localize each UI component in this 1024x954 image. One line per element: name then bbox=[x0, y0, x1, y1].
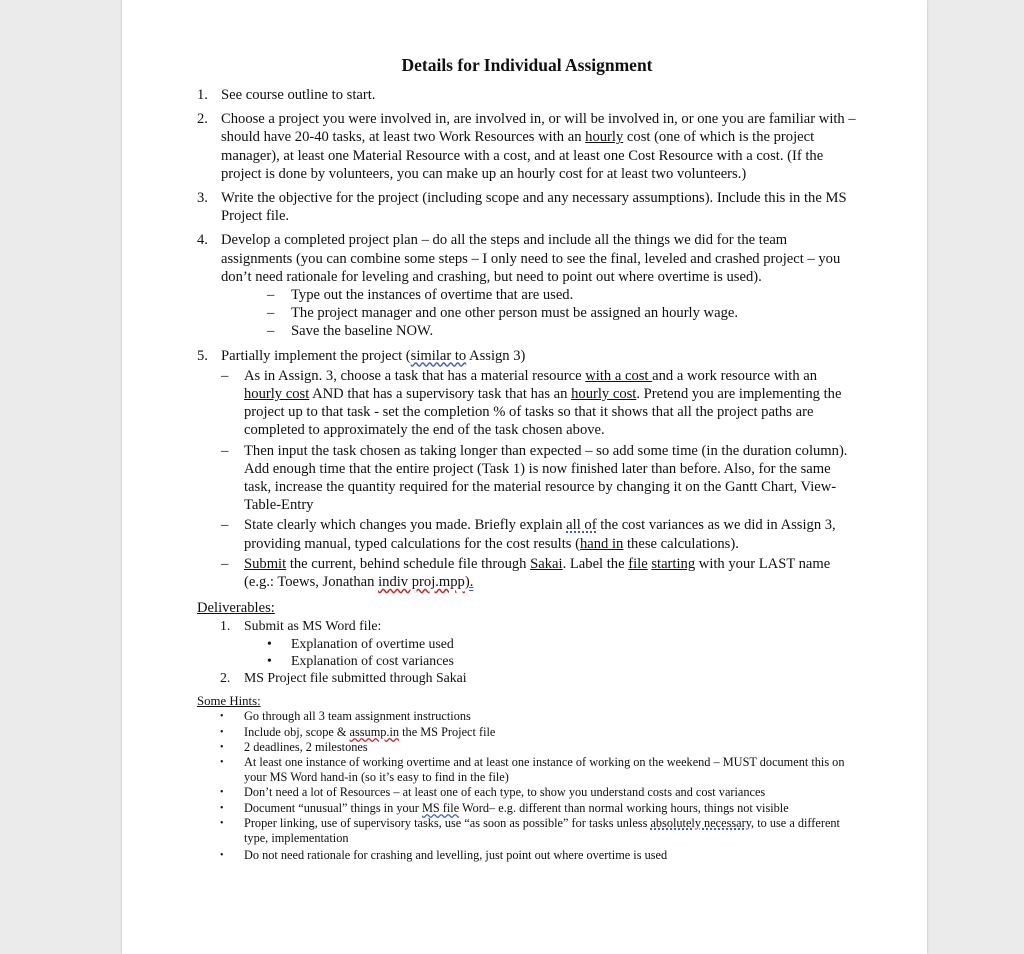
sub-item-text: The project manager and one other person must be assigned an hourly wage. bbox=[291, 305, 738, 322]
item-text: See course outline to start. bbox=[221, 87, 376, 103]
underlined-text: Submit bbox=[244, 555, 287, 572]
sub-item-text: AND that has a supervisory task that has an bbox=[309, 386, 572, 403]
grammar-flagged-text: absolutely necessary, bbox=[650, 815, 755, 830]
bullet-marker: • bbox=[220, 711, 224, 723]
sub-item-text: with your LAST name (e.g.: Toews, Jonathan bbox=[244, 555, 831, 591]
bullet-marker: • bbox=[220, 756, 224, 768]
dash-marker: – bbox=[221, 517, 229, 534]
sub-item-text: the current, behind schedule file through bbox=[286, 555, 531, 572]
deliverable-bullet bbox=[267, 652, 857, 669]
underlined-text: starting bbox=[651, 555, 696, 572]
item-text: Choose a project you were involved in, are involved in, or will be involved in, or one you are familiar with – should have 20-40 tasks, at least two Work Resources with an bbox=[221, 111, 856, 146]
hint-item bbox=[197, 816, 857, 846]
underlined-text: hourly cost bbox=[244, 386, 310, 403]
deliverable-text: Submit as MS Word file: bbox=[244, 618, 382, 634]
item-text: Write the objective for the project (including scope and any necessary assumptions). Include this in the MS Project file. bbox=[221, 190, 847, 225]
dash-marker: – bbox=[267, 323, 275, 340]
grammar-flagged-text: similar to bbox=[410, 347, 467, 364]
bullet-marker: • bbox=[220, 726, 224, 738]
hint-text: Include obj, scope & bbox=[244, 724, 350, 739]
bullet-text: Explanation of overtime used bbox=[291, 635, 454, 651]
hint-text: Don’t need a lot of Resources – at least one of each type, to show you understand costs and cost variances bbox=[244, 785, 766, 800]
sub-item-text: Then input the task chosen as taking longer than expected – so add some time (in the duration column). Add enough time that the entire project (Task 1) is now finished later than before. Also, for the same task, increase the quantity required for the material resource by changing it on the Gantt Chart, View-Table-Entry bbox=[244, 442, 848, 514]
sub-item-text: ). bbox=[464, 574, 474, 591]
hint-text: to use a different type, implementation bbox=[244, 815, 840, 845]
hint-text: Go through all 3 team assignment instructions bbox=[244, 709, 471, 724]
underlined-text: hourly cost bbox=[571, 386, 637, 403]
sub-item bbox=[221, 555, 857, 591]
sub-item bbox=[221, 442, 857, 515]
item-number: 5. bbox=[197, 347, 208, 364]
sub-item-text: Type out the instances of overtime that are used. bbox=[291, 287, 574, 304]
dash-marker: – bbox=[221, 442, 229, 459]
item-text: Assign 3) bbox=[466, 347, 526, 364]
sub-item-text: these calculations). bbox=[623, 535, 739, 552]
list-item-1 bbox=[197, 86, 857, 104]
list-item-5 bbox=[197, 347, 857, 365]
underlined-text: hourly bbox=[585, 129, 624, 146]
list-item-4 bbox=[197, 231, 857, 286]
sub-item bbox=[267, 304, 857, 322]
bullet-marker: • bbox=[267, 652, 272, 668]
item-number: 4. bbox=[197, 232, 208, 249]
sub-item bbox=[267, 322, 857, 340]
sub-item bbox=[267, 286, 857, 304]
dash-marker: – bbox=[221, 367, 229, 384]
spelling-flagged-text: assump.in bbox=[349, 724, 400, 739]
hint-text: Do not need rationale for crashing and levelling, just point out where overtime is used bbox=[244, 848, 668, 863]
deliverables-heading: Deliverables: bbox=[197, 600, 275, 617]
underlined-text: file bbox=[628, 555, 648, 572]
list-item-3 bbox=[197, 189, 857, 225]
item-number: 1. bbox=[197, 87, 208, 103]
document-title: Details for Individual Assignment bbox=[401, 55, 653, 75]
item-number: 3. bbox=[197, 190, 208, 207]
hint-item bbox=[197, 755, 857, 785]
hint-text: the MS Project file bbox=[399, 724, 496, 739]
sub-item-text: the cost variances as we did in Assign 3, providing manual, typed calculations for the cost results ( bbox=[244, 517, 836, 552]
bullet-marker: • bbox=[220, 741, 224, 753]
dash-marker: – bbox=[221, 555, 229, 572]
underlined-text: hand in bbox=[579, 535, 624, 552]
deliverable-text: MS Project file submitted through Sakai bbox=[244, 670, 467, 686]
spelling-flagged-text: indiv proj.mpp bbox=[378, 574, 465, 591]
list-item-2 bbox=[197, 110, 857, 183]
item-text: Develop a completed project plan – do all the steps and include all the things we did for the team assignments (you can combine some steps – I only need to see the final, leveled and crashed project – you don’t need rationale for leveling and crashing, but need to point out where overtime is used). bbox=[221, 232, 841, 285]
sub-item-text: Save the baseline NOW. bbox=[291, 323, 434, 340]
item-number: 1. bbox=[220, 618, 231, 634]
hint-item bbox=[197, 801, 857, 816]
hint-text: Document “unusual” things in your bbox=[244, 800, 422, 815]
bullet-marker: • bbox=[220, 787, 224, 799]
hint-item bbox=[197, 785, 857, 800]
document-content bbox=[197, 54, 857, 863]
hint-item bbox=[197, 725, 857, 740]
hint-item bbox=[197, 740, 857, 755]
bullet-marker: • bbox=[220, 802, 224, 814]
dash-marker: – bbox=[267, 287, 275, 304]
hints-section bbox=[197, 694, 857, 863]
underlined-text: with a cost bbox=[585, 367, 653, 384]
deliverable-item bbox=[220, 669, 857, 686]
hint-text: Word– e.g. different than normal working hours, things not visible bbox=[459, 800, 789, 815]
bullet-marker: • bbox=[220, 850, 224, 862]
hint-text: Proper linking, use of supervisory tasks, use “as soon as possible” for tasks unless bbox=[244, 815, 651, 830]
underlined-text: Sakai bbox=[530, 555, 563, 572]
sub-item-text: As in Assign. 3, choose a task that has a material resource bbox=[244, 367, 586, 384]
grammar-flagged-text: MS file bbox=[421, 800, 460, 815]
document-page bbox=[122, 0, 927, 954]
bullet-marker: • bbox=[267, 635, 272, 651]
item-number: 2. bbox=[220, 670, 231, 686]
dash-marker: – bbox=[267, 305, 275, 322]
hint-item bbox=[197, 848, 857, 863]
sub-item-text: and a work resource with an bbox=[652, 367, 818, 384]
deliverables-section bbox=[197, 599, 857, 686]
grammar-flagged-text: all of bbox=[566, 517, 597, 534]
hints-heading: Some Hints: bbox=[197, 694, 261, 709]
hint-item bbox=[197, 709, 857, 724]
sub-item-text: . Pretend you are implementing the project up to that task - set the completion % of tasks so that it shows that all the project paths are completed to approximately the end of the task chosen above. bbox=[244, 386, 842, 439]
sub-item-text: . Label the bbox=[562, 555, 629, 572]
sub-item bbox=[221, 516, 857, 552]
deliverable-item bbox=[220, 617, 857, 634]
hint-text: 2 deadlines, 2 milestones bbox=[244, 739, 368, 754]
hint-text: At least one instance of working overtime and at least one instance of working on the weekend – MUST document this on your MS Word hand-in (so it’s easy to find in the file) bbox=[244, 754, 845, 785]
sub-item-text: State clearly which changes you made. Briefly explain bbox=[244, 517, 567, 534]
item-text: Partially implement the project ( bbox=[221, 347, 411, 364]
sub-item bbox=[221, 367, 857, 440]
item-number: 2. bbox=[197, 111, 208, 128]
bullet-marker: • bbox=[220, 817, 224, 829]
deliverable-bullet bbox=[267, 635, 857, 652]
item-text: cost (one of which is the project manager), at least one Material Resource with a cost, and at least one Cost Resource with a cost. (If the project is done by volunteers, you can make up an hourly cost for at least two volunteers.) bbox=[221, 129, 824, 182]
bullet-text: Explanation of cost variances bbox=[291, 652, 454, 668]
